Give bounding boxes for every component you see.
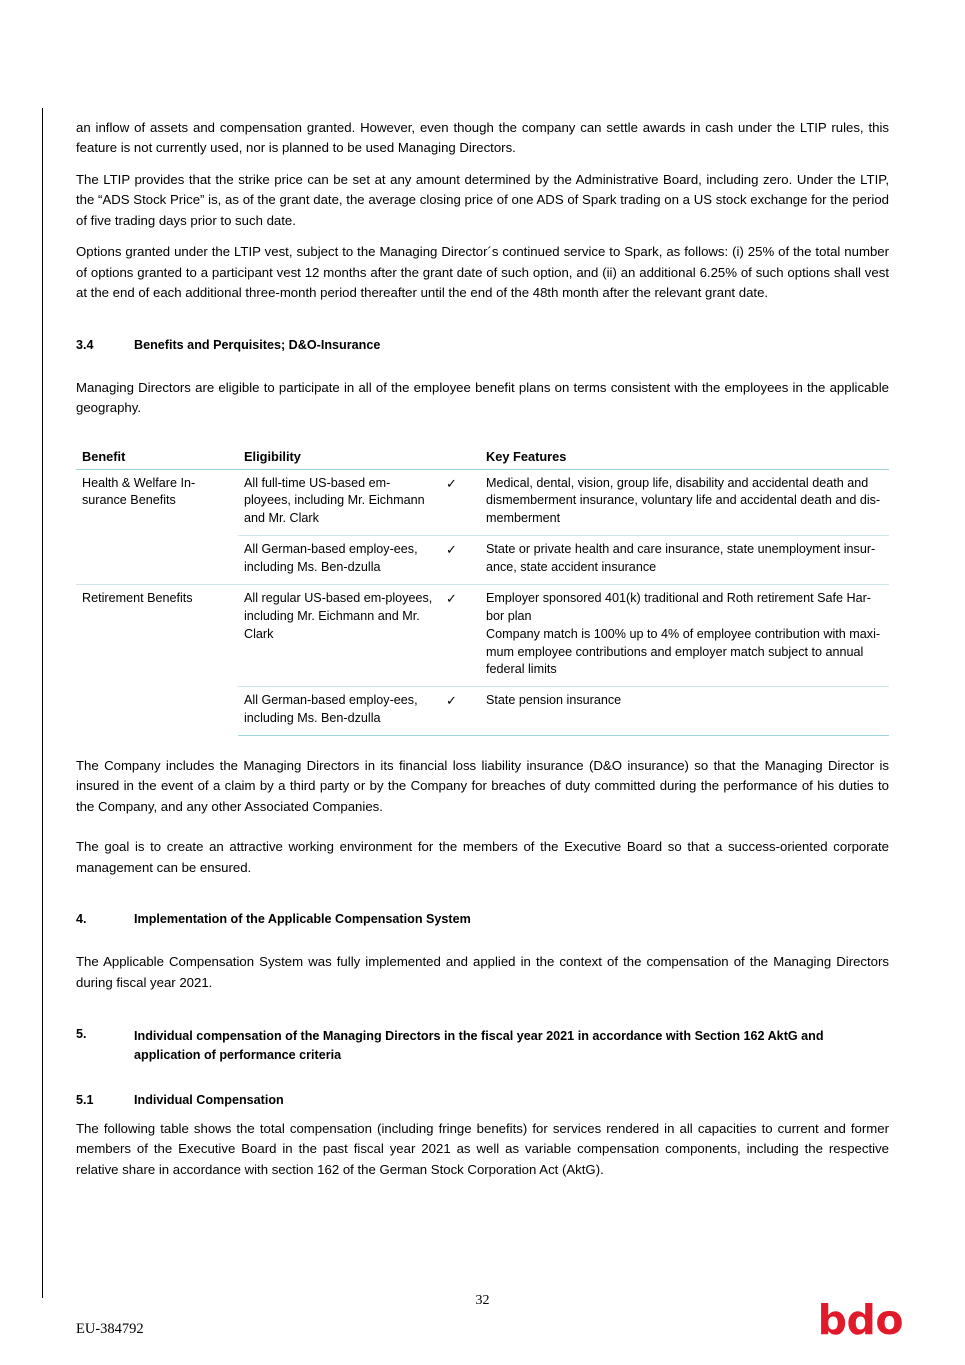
spacer: [76, 1107, 889, 1119]
check-icon: [440, 584, 480, 686]
table-row: [76, 469, 889, 536]
heading-5-1: [76, 1093, 889, 1107]
column-header-eligibility: Eligibility: [244, 448, 301, 464]
check-icon: [440, 536, 480, 585]
cell-eligibility: All German-based employ-ees, including Ms. Ben-dzulla: [238, 536, 440, 585]
heading-5-1-title: Individual Compensation: [134, 1092, 284, 1107]
spacer: [76, 926, 889, 952]
check-icon: [440, 687, 480, 736]
paragraph-goal: The goal is to create an attractive working environment for the members of the Executive Board so that a success-oriented corporate management can be ensured.: [76, 839, 889, 875]
page-number: 32: [475, 1293, 490, 1308]
check-mark: ✓: [446, 475, 457, 491]
paragraph-vesting: Options granted under the LTIP vest, subject to the Managing Director´s continued service to Spark, as follows: (i) 25% of the total number of options granted to a participant vest 12 months after the grant date of such option, and (ii) an additional 6.25% of such options shall vest at the end of each additional three-month period thereafter until the end of the 48th month after the relevant grant date.: [76, 244, 889, 301]
key-feature-line: Company match is 100% up to 4% of employee contribution with maxi-mum employee contributions and employer match subject to annual federal limits: [486, 626, 881, 677]
page-footer: [0, 1293, 965, 1365]
paragraph-implementation: The Applicable Compensation System was fully implemented and applied in the context of the compensation of the Managing Directors during fiscal year 2021.: [76, 954, 889, 990]
table-row: [76, 584, 889, 686]
key-feature-line: State or private health and care insurance, state unemployment insur-ance, state accident insurance: [486, 542, 876, 575]
heading-3-4-number: 3.4: [76, 337, 94, 352]
key-feature-line: Medical, dental, vision, group life, disability and accidental death and dismemberment insurance, voluntary life and accidental death and dis-memberment: [486, 475, 881, 526]
heading-5-title: Individual compensation of the Managing Directors in the fiscal year 2021 in accordance with Section 162 AktG and application of performance criteria: [134, 1029, 824, 1063]
paragraph-benefit-plans: Managing Directors are eligible to participate in all of the employee benefit plans on terms consistent with the employees in the applicable geography.: [76, 379, 889, 416]
benefits-table: [76, 449, 889, 737]
benefits-table-header-row: [76, 449, 889, 470]
check-mark: ✓: [446, 542, 457, 558]
cell-benefit: Retirement Benefits: [76, 584, 238, 735]
key-feature-line: Employer sponsored 401(k) traditional and Roth retirement Safe Har-bor plan: [486, 590, 871, 623]
cell-benefit: Health & Welfare In-surance Benefits: [82, 475, 196, 508]
cell-eligibility: All regular US-based em-ployees, including Mr. Eichmann and Mr. Clark: [238, 584, 440, 686]
paragraph-ltip-cash-settlement: an inflow of assets and compensation granted. However, even though the company can settle awards in cash under the LTIP rules, this feature is not currently used, nor is planned to be used Managing Directors.: [76, 120, 889, 156]
check-mark: ✓: [446, 590, 457, 606]
spacer: [76, 352, 889, 378]
cell-key-features: [480, 536, 889, 585]
heading-5-number: 5.: [76, 1027, 87, 1042]
heading-4: [76, 912, 889, 926]
cell-key-features: [480, 584, 889, 686]
column-header-key-features: Key Features: [486, 448, 567, 464]
heading-4-number: 4.: [76, 912, 87, 927]
document-code: EU-384792: [76, 1321, 144, 1337]
heading-5: [76, 1027, 889, 1065]
heading-3-4-title: Benefits and Perquisites; D&O-Insurance: [134, 337, 381, 352]
column-header-benefit: Benefit: [82, 448, 126, 464]
heading-5-1-number: 5.1: [76, 1092, 94, 1107]
cell-eligibility: All German-based employ-ees, including Ms. Ben-dzulla: [238, 687, 440, 736]
benefits-table-body: [76, 469, 889, 736]
key-feature-line: State pension insurance: [486, 693, 622, 708]
heading-3-4: [76, 338, 889, 352]
check-mark: ✓: [446, 693, 457, 709]
paragraph-do-insurance: The Company includes the Managing Directors in its financial loss liability insurance (D&O insurance) so that the Managing Director is insured in the event of a claim by a third party or by the Company for breaches of duty committed during the performance of his duties to the Company, and any other Associated Companies.: [76, 758, 889, 814]
heading-4-title: Implementation of the Applicable Compensation System: [134, 912, 471, 927]
benefits-table-head: [76, 449, 889, 470]
bdo-logo: bdo: [817, 1296, 903, 1344]
paragraph-individual-compensation: The following table shows the total compensation (including fringe benefits) for services rendered in all capacities to current and former members of the Executive Board in the past fiscal year 2021 as well as variable compensation components, including the respective relative share in accordance with section 162 of the German Stock Corporation Act (AktG).: [76, 1120, 889, 1177]
cell-eligibility: All full-time US-based em-ployees, including Mr. Eichmann and Mr. Clark: [244, 475, 425, 526]
cell-key-features: [480, 469, 889, 536]
check-icon: [440, 469, 480, 536]
paragraph-ads-stock-price: The LTIP provides that the strike price can be set at any amount determined by the Administrative Board, including zero. Under the LTIP, the “ADS Stock Price” is, as of the grant date, the average closing price of one ADS of Spark trading on a US stock exchange for the period of five trading days prior to such date.: [76, 171, 889, 228]
page-left-rule: [42, 108, 43, 1298]
cell-key-features: [480, 687, 889, 736]
